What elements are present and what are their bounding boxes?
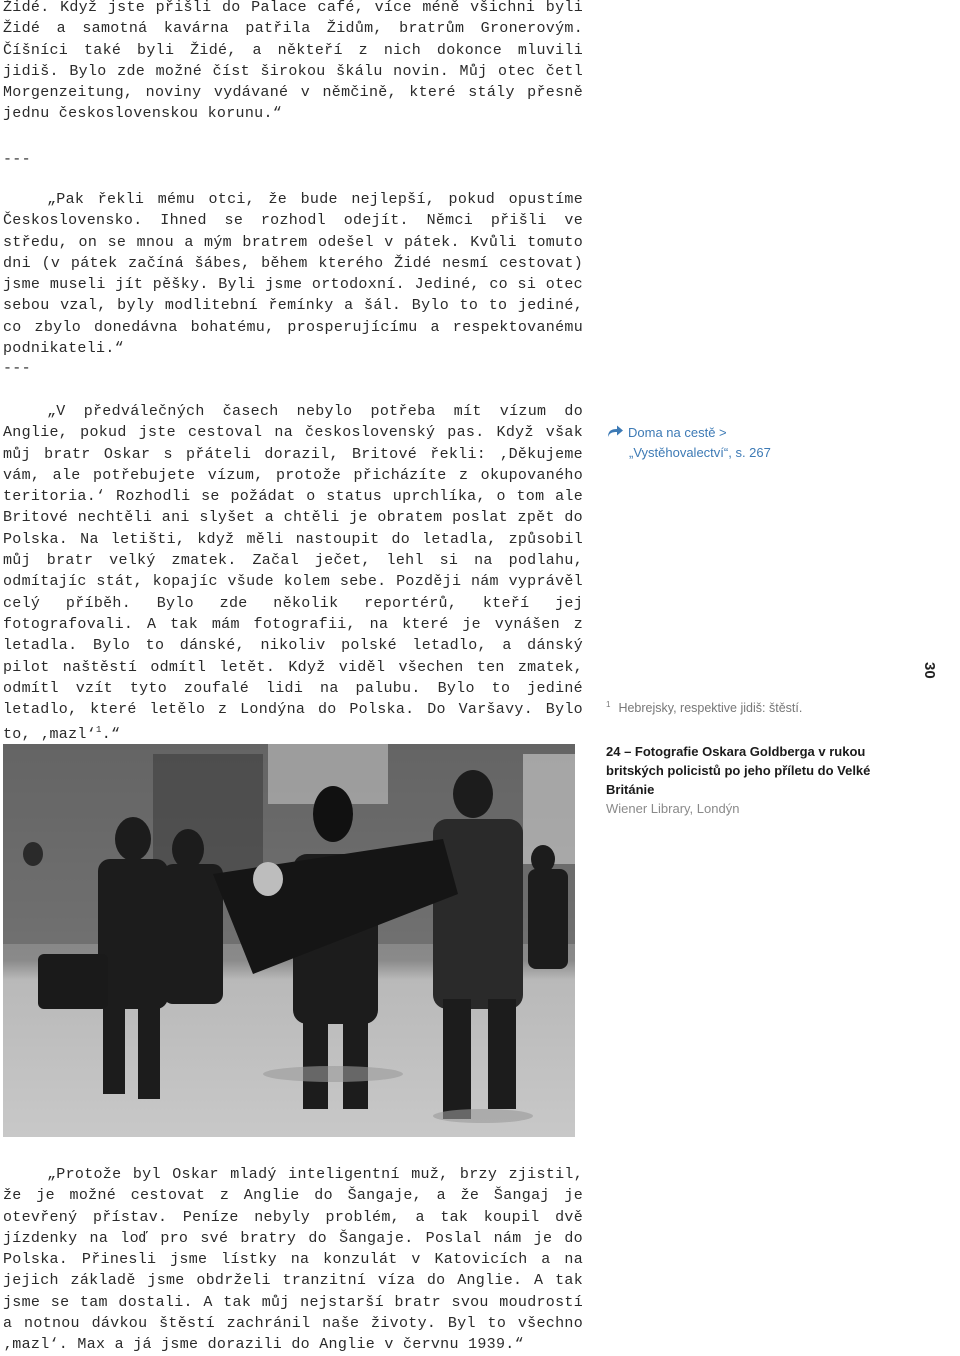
archival-photograph	[3, 744, 575, 1137]
paragraph-2	[3, 189, 583, 359]
paragraph-top-text: Židé. Když jste přišli do Palace café, více méně všichni byli Židé a samotná kavárna patřila Židům, bratrům Gronerovým. Číšníci také byli Židé, a někteří z nich dokonce mluvili jidiš. Bylo zde možné číst širokou škálu novin. Můj otec četl Morgenzeitung, noviny vydávané v němčině, které stály přesně jednu československou korunu.“	[3, 0, 583, 123]
paragraph-top	[3, 0, 583, 125]
footnote	[606, 700, 802, 715]
page-number: 30	[921, 662, 938, 679]
section-separator: ---	[3, 151, 31, 168]
cross-reference-section[interactable]: Doma na cestě >	[628, 425, 727, 440]
paragraph-3-body: „V předválečných časech nebylo potřeba mít vízum do Anglie, pokud jste cestoval na československý pas. Když však můj bratr Oskar s přáteli dorazil, Britové řekli: ‚Děkujeme vám, ale potřebujete vízum, protože přicházíte z okupovaného teritoria.‘ Rozhodli se požádat o status uprchlíka, o tom ale Britové nechtěli ani slyšet a chtěli je obratem poslat zpět do Polska. Na letišti, když měli nastoupit do letadla, způsobil můj bratr velký zmatek. Začal ječet, lehl si na podlahu, odmítajíc stát, kopajíc všude kolem sebe. Později nám vyprávěl celý příběh. Bylo zde několik reportérů, kteří jej fotografovali. A tak mám fotografii, na které je vynášen z letadla. Bylo to dánské, nikoliv polské letadlo, a dánský pilot naštěstí odmítl letět. Když viděl všechen ten zmatek, odmítl vzít tyto zoufalé lidi na palubu. Bylo to jediné letadlo, které letělo z Londýna do Polska. Do Varšavy. Bylo to, ‚mazl‘	[3, 403, 583, 744]
section-separator: ---	[3, 360, 31, 377]
footnote-number: 1	[606, 700, 611, 709]
paragraph-3-text	[3, 401, 583, 746]
forward-arrow-icon	[606, 424, 624, 438]
cross-reference-link[interactable]	[606, 423, 806, 463]
figure-caption	[606, 742, 886, 818]
paragraph-4	[3, 1164, 583, 1356]
caption-title: 24 – Fotografie Oskara Goldberga v rukou britských policistů po jeho příletu do Velké Británie	[606, 744, 871, 797]
paragraph-4-text: „Protože byl Oskar mladý inteligentní muž, brzy zjistil, že je možné cestovat z Anglie do Šangaje, a že Šangaj je otevřený přístav. Peníze nebyly problém, a tak koupil dvě jízdenky na loď pro své bratry do Šangaje. Poslal nám je do Polska. Přinesli jsme lístky na konzulát v Katovicích a na jejich základě jsme obdrželi tranzitní víza do Anglie. A tak jsme se tam dostali. A tak můj nejstarší bratr svou moudrostí a notnou dávkou štěstí zachránil naše životy. Byl to všechno ‚mazl‘. Max a já jsme dorazili do Anglie v červnu 1939.“	[3, 1166, 583, 1354]
paragraph-2-text: „Pak řekli mému otci, že bude nejlepší, pokud opustíme Československo. Ihned se rozhodl odejít. Němci přišli ve středu, on se mnou a mým bratrem odešel v pátek. Kvůli tomuto dni (v pátek začíná šábes, během kterého Židé nesmí cestovat) jsme museli jít pěšky. Byli jsme ortodoxní. Jediné, co si otec sebou vzal, byly modlitební řemínky a šál. Bylo to to jediné, co zbylo donedávna bohatému, prosperujícímu a respektovanému podnikateli.“	[3, 191, 583, 358]
caption-source: Wiener Library, Londýn	[606, 801, 740, 816]
footnote-text: Hebrejsky, respektive jidiš: štěstí.	[618, 701, 803, 716]
cross-reference-chapter[interactable]: „Vystěhovalectví“, s. 267	[629, 445, 771, 460]
paragraph-3-end: .“	[101, 726, 121, 744]
footnote-reference[interactable]: 1	[96, 725, 102, 736]
paragraph-3	[3, 401, 583, 746]
